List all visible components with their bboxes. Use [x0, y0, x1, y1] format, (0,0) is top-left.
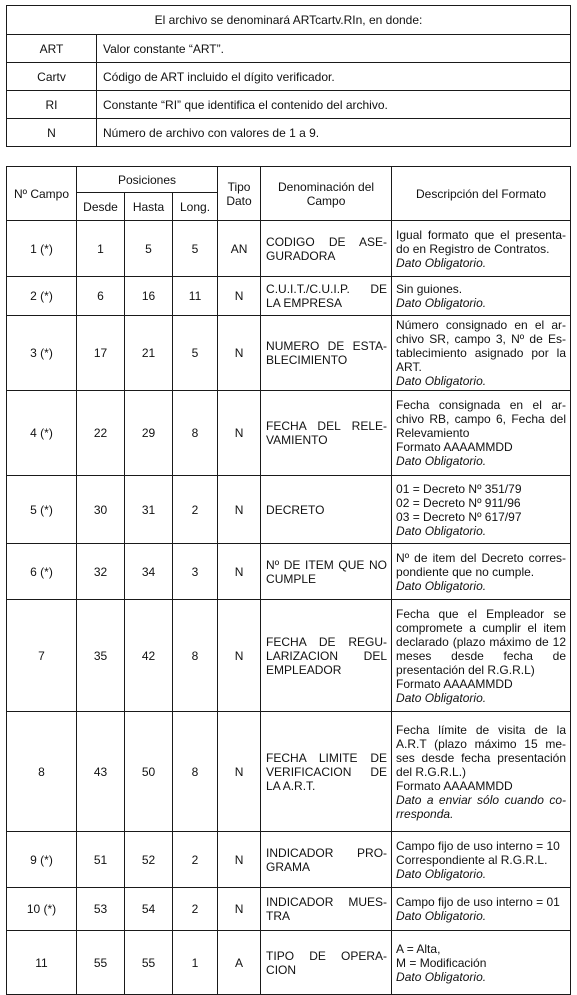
field-description [392, 832, 571, 888]
field-number: 11 [7, 931, 77, 995]
naming-row [7, 119, 571, 147]
position-to: 21 [125, 316, 173, 391]
field-number: 7 [7, 600, 77, 712]
field-layout-table [6, 166, 571, 995]
header-posiciones: Posiciones [77, 167, 218, 193]
field-name: TIPO DE OPERA-CION [261, 931, 392, 995]
field-name: INDICADOR MUES-TRA [261, 888, 392, 931]
header-hasta: Hasta [125, 193, 173, 221]
field-number: 4 (*) [7, 391, 77, 476]
table-row [7, 931, 571, 995]
field-description [392, 888, 571, 931]
table-row [7, 277, 571, 316]
table-row [7, 832, 571, 888]
position-from: 51 [77, 832, 125, 888]
description-line: M = Modificación [396, 955, 487, 970]
field-description [392, 712, 571, 832]
field-number: 9 (*) [7, 832, 77, 888]
field-number: 5 (*) [7, 476, 77, 544]
description-line: Formato AAAAMMDD [396, 440, 513, 454]
naming-key: Cartv [7, 63, 97, 91]
position-from: 53 [77, 888, 125, 931]
position-to: 42 [125, 600, 173, 712]
data-type: N [218, 277, 261, 316]
field-length: 3 [173, 544, 218, 600]
description-line: Formato AAAAMMDD [396, 778, 513, 793]
header-descripcion: Descripción del Formato [392, 167, 571, 221]
position-from: 55 [77, 931, 125, 995]
description-line: 03 = Decreto Nº 617/97 [396, 509, 522, 524]
field-number: 6 (*) [7, 544, 77, 600]
data-type: N [218, 888, 261, 931]
description-note: Dato Obligatorio. [396, 690, 487, 705]
position-to: 29 [125, 391, 173, 476]
header-long: Long. [173, 193, 218, 221]
field-number: 2 (*) [7, 277, 77, 316]
naming-value: Constante “RI” que identifica el contenido del archivo. [97, 91, 571, 119]
field-length: 8 [173, 600, 218, 712]
description-line: Campo fijo de uso interno = 10 [396, 838, 560, 853]
field-length: 5 [173, 221, 218, 277]
description-note: Dato Obligatorio. [396, 866, 487, 881]
description-note: Dato Obligatorio. [396, 909, 487, 923]
position-from: 30 [77, 476, 125, 544]
header-tipo: Tipo Dato [218, 167, 261, 221]
field-number: 1 (*) [7, 221, 77, 277]
field-name: C.U.I.T./C.U.I.P. DE LA EMPRESA [261, 277, 392, 316]
position-from: 1 [77, 221, 125, 277]
field-name: FECHA DE REGU-LARIZACION DEL EMPLEADOR [261, 600, 392, 712]
description-note: Dato Obligatorio. [396, 296, 487, 310]
field-length: 1 [173, 931, 218, 995]
field-description [392, 931, 571, 995]
field-description [392, 316, 571, 391]
field-description [392, 476, 571, 544]
table-row [7, 888, 571, 931]
position-from: 6 [77, 277, 125, 316]
description-note: Dato Obligatorio. [396, 578, 487, 593]
position-from: 43 [77, 712, 125, 832]
position-from: 35 [77, 600, 125, 712]
field-rows [7, 221, 571, 995]
table-row [7, 600, 571, 712]
field-number: 10 (*) [7, 888, 77, 931]
field-length: 2 [173, 832, 218, 888]
field-length: 5 [173, 316, 218, 391]
table-row [7, 544, 571, 600]
position-to: 50 [125, 712, 173, 832]
position-to: 34 [125, 544, 173, 600]
field-length: 11 [173, 277, 218, 316]
table-row [7, 476, 571, 544]
header-desde: Desde [77, 193, 125, 221]
field-number: 8 [7, 712, 77, 832]
description-line: Campo fijo de uso interno = 01 [396, 895, 560, 909]
position-to: 5 [125, 221, 173, 277]
field-name: CODIGO DE ASE-GURADORA [261, 221, 392, 277]
field-name: FECHA LIMITE DE VERIFICACION DE LA A.R.T. [261, 712, 392, 832]
description-note: Dato a enviar sólo cuando co-rresponda. [396, 792, 566, 821]
field-description [392, 600, 571, 712]
data-type: N [218, 832, 261, 888]
naming-value: Código de ART incluido el dígito verificador. [97, 63, 571, 91]
description-note: Dato Obligatorio. [396, 255, 487, 270]
table-row [7, 221, 571, 277]
description-line: 01 = Decreto Nº 351/79 [396, 481, 522, 496]
field-description [392, 221, 571, 277]
position-to: 55 [125, 931, 173, 995]
naming-header: El archivo se denominará ARTcartv.RIn, en donde: [7, 6, 571, 35]
data-type: A [218, 931, 261, 995]
data-type: N [218, 712, 261, 832]
naming-row [7, 63, 571, 91]
data-type: N [218, 600, 261, 712]
field-length: 2 [173, 476, 218, 544]
field-name: INDICADOR PRO-GRAMA [261, 832, 392, 888]
description-line: A = Alta, [396, 941, 441, 956]
field-name: NUMERO DE ESTA-BLECIMIENTO [261, 316, 392, 391]
description-line: Número consignado en el ar-chivo SR, campo 3, Nº de Es-tablecimiento asignado por la ART. [396, 318, 566, 374]
description-line: Nº de item del Decreto corres-pondiente que no cumple. [396, 550, 566, 579]
table-row [7, 316, 571, 391]
field-description [392, 544, 571, 600]
description-line: Sin guiones. [396, 282, 463, 296]
data-type: N [218, 476, 261, 544]
description-note: Dato Obligatorio. [396, 374, 487, 388]
field-length: 2 [173, 888, 218, 931]
naming-key: RI [7, 91, 97, 119]
field-name: Nº DE ITEM QUE NO CUMPLE [261, 544, 392, 600]
description-line: Correspondiente al R.G.R.L. [396, 852, 548, 867]
naming-row [7, 91, 571, 119]
position-from: 17 [77, 316, 125, 391]
description-line: Formato AAAAMMDD [396, 676, 513, 691]
field-description [392, 391, 571, 476]
position-to: 16 [125, 277, 173, 316]
position-to: 54 [125, 888, 173, 931]
data-type: N [218, 391, 261, 476]
description-note: Dato Obligatorio. [396, 969, 487, 984]
data-type: AN [218, 221, 261, 277]
description-line: Igual formato que el presenta-do en Registro de Contratos. [396, 227, 566, 256]
position-from: 22 [77, 391, 125, 476]
data-type: N [218, 316, 261, 391]
naming-key: ART [7, 35, 97, 63]
description-note: Dato Obligatorio. [396, 523, 487, 538]
naming-row [7, 35, 571, 63]
naming-value: Número de archivo con valores de 1 a 9. [97, 119, 571, 147]
description-line: Fecha consignada en el ar-chivo RB, campo 6, Fecha del Relevamiento [396, 398, 566, 440]
header-campo: Nº Campo [7, 167, 77, 221]
description-line: Fecha límite de visita de la A.R.T (plazo máximo 15 me-ses desde fecha presentación del R.G.R.L.) [396, 722, 566, 779]
data-type: N [218, 544, 261, 600]
position-to: 31 [125, 476, 173, 544]
table-row [7, 391, 571, 476]
field-description [392, 277, 571, 316]
position-to: 52 [125, 832, 173, 888]
naming-value: Valor constante “ART”. [97, 35, 571, 63]
description-line: 02 = Decreto Nº 911/96 [396, 495, 521, 510]
field-name: FECHA DEL RELE-VAMIENTO [261, 391, 392, 476]
field-number: 3 (*) [7, 316, 77, 391]
field-length: 8 [173, 712, 218, 832]
description-line: Fecha que el Empleador se compromete a cumplir el item declarado (plazo máximo de 12 meses desde fecha de presentación del R.G.R.L) [396, 606, 566, 677]
field-name: DECRETO [261, 476, 392, 544]
table-row [7, 712, 571, 832]
position-from: 32 [77, 544, 125, 600]
header-denominacion: Denominación del Campo [261, 167, 392, 221]
description-note: Dato Obligatorio. [396, 454, 487, 468]
naming-key: N [7, 119, 97, 147]
field-length: 8 [173, 391, 218, 476]
file-naming-table [6, 5, 571, 147]
